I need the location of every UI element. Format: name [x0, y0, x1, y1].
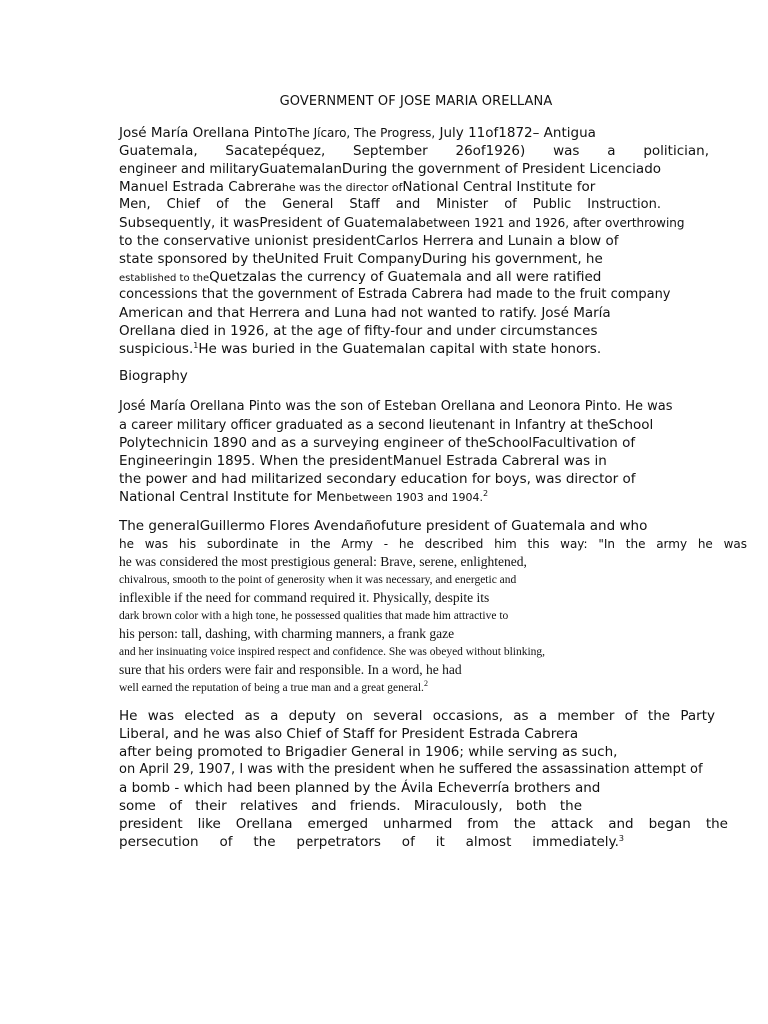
- biography-paragraph: [119, 398, 714, 506]
- text-line: Liberal, and he was also Chief of Staff for President Estrada Cabrera: [119, 726, 579, 742]
- text-line: Men, Chief of the General Staff and Minister of Public Instruction.: [119, 197, 661, 212]
- text-line: president like Orellana emerged unharmed from the attack and began the: [119, 816, 728, 832]
- text-line: José María Orellana Pinto was the son of Esteban Orellana and Leonora Pinto. He was: [119, 399, 673, 414]
- text-line: José María Orellana PintoThe Jícaro, The Progress, July 11of1872– Antigua: [119, 125, 596, 141]
- text-line: suspicious.$^1$He was buried in the Guatemalan capital with state honors.: [119, 341, 602, 357]
- section-heading-biography: Biography: [119, 368, 188, 384]
- text-line: persecution of the perpetrators of it almost immediately.$^3$: [119, 834, 624, 850]
- text-line: inflexible if the need for command required it. Physically, despite its: [119, 590, 490, 605]
- text-line: sure that his orders were fair and responsible. In a word, he had: [119, 662, 462, 677]
- text-line: Guatemala, Sacatepéquez, September 26of1926) was a politician,: [119, 143, 709, 159]
- text-line: some of their relatives and friends. Miraculously, both the: [119, 798, 582, 814]
- text-line: National Central Institute for Menbetween 1903 and 1904.$^2$: [119, 489, 489, 505]
- text-line: Manuel Estrada Cabrerahe was the director ofNational Central Institute for: [119, 179, 596, 195]
- text-line: established to theQuetzalas the currency of Guatemala and all were ratified: [119, 269, 602, 285]
- text-line: dark brown color with a high tone, he possessed qualities that made him attractive to: [119, 610, 509, 622]
- intro-paragraph: [119, 124, 714, 358]
- text-line: state sponsored by theUnited Fruit CompanyDuring his government, he: [119, 251, 603, 267]
- text-line: a career military officer graduated as a second lieutenant in Infantry at theSchool: [119, 417, 654, 433]
- text-line: He was elected as a deputy on several occasions, as a member of the Party: [119, 708, 715, 724]
- text-line: chivalrous, smooth to the point of generosity when it was necessary, and energetic and: [119, 574, 517, 586]
- text-line: The generalGuillermo Flores Avendañofuture president of Guatemala and who: [119, 518, 648, 534]
- text-line: Orellana died in 1926, at the age of fifty-four and under circumstances: [119, 323, 598, 339]
- text-line: Subsequently, it wasPresident of Guatemalabetween 1921 and 1926, after overthrowing: [119, 215, 685, 231]
- career-paragraph: [119, 707, 729, 851]
- text-line: the power and had militarized secondary education for boys, was director of: [119, 471, 636, 487]
- text-line: well earned the reputation of being a true man and a great general.$^2$: [119, 679, 428, 694]
- text-line: engineer and militaryGuatemalanDuring the government of President Licenciado: [119, 161, 662, 177]
- text-line: concessions that the government of Estrada Cabrera had made to the fruit company: [119, 287, 671, 302]
- text-line: after being promoted to Brigadier General in 1906; while serving as such,: [119, 744, 618, 760]
- description-paragraph: [119, 517, 749, 697]
- text-line: and her insinuating voice inspired respect and confidence. She was obeyed without blinking,: [119, 646, 546, 658]
- text-line: on April 29, 1907, I was with the president when he suffered the assassination attempt of: [119, 762, 703, 777]
- document-title: GOVERNMENT OF JOSE MARIA ORELLANA: [279, 94, 553, 109]
- text-line: Polytechnicin 1890 and as a surveying engineer of theSchoolFacultivation of: [119, 435, 636, 451]
- text-line: his person: tall, dashing, with charming manners, a frank gaze: [119, 626, 455, 641]
- text-line: American and that Herrera and Luna had not wanted to ratify. José María: [119, 305, 611, 321]
- text-line: a bomb - which had been planned by the Ávila Echeverría brothers and: [119, 780, 601, 796]
- text-line: to the conservative unionist presidentCarlos Herrera and Lunain a blow of: [119, 233, 619, 249]
- text-line: he was considered the most prestigious general: Brave, serene, enlightened,: [119, 554, 527, 569]
- text-line: he was his subordinate in the Army - he described him this way: "In the army he was: [119, 537, 747, 551]
- text-line: Engineeringin 1895. When the presidentManuel Estrada CabreraI was in: [119, 453, 607, 469]
